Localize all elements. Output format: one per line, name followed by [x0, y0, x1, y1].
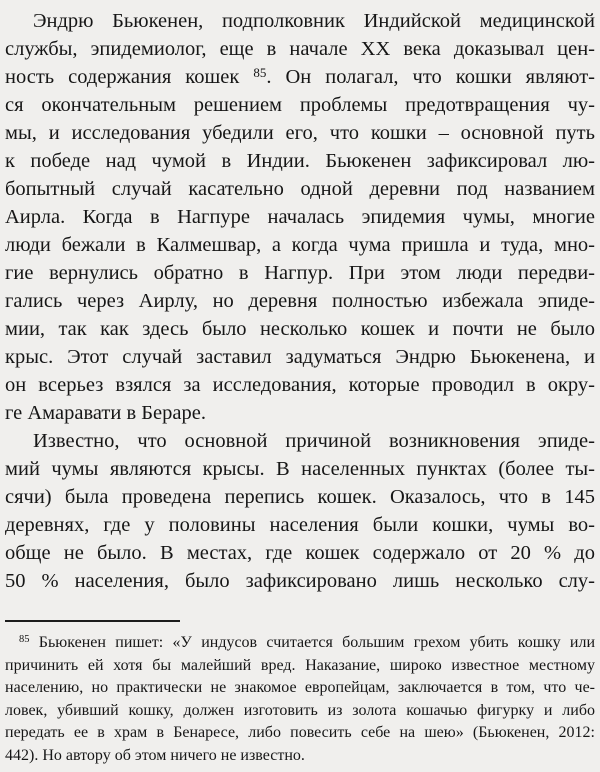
text-line: причинить ей хотя бы малейший вред. Наказание, широко известное местному	[5, 656, 595, 674]
text-line: передать ее в храм в Бенаресе, либо повесить себе на шею» (Бьюкенен, 2012:	[5, 724, 595, 741]
text-line: мий чумы являются крысы. В населенных пунктах (более ты-	[5, 458, 595, 480]
footnote	[5, 632, 595, 767]
paragraph-2	[5, 427, 595, 595]
text-line: бопытный случай касательно одной деревни под названием	[5, 178, 595, 200]
text-line: крыс. Этот случай заставил задуматься Эндрю Бьюкенена, и	[5, 346, 595, 368]
text-line: 50 % населения, было зафиксировано лишь несколько слу-	[5, 570, 595, 592]
text-line: обще не было. В местах, где кошек содержало от 20 % до	[5, 542, 595, 564]
text-line: мии, так как здесь было несколько кошек и почти не было	[5, 318, 595, 340]
text-line: службы, эпидемиолог, еще в начале XX века доказывал цен-	[5, 38, 595, 60]
text-line: к победе над чумой в Индии. Бьюкенен зафиксировал лю-	[5, 150, 595, 172]
text-line: гались через Аирлу, но деревня полностью избежала эпиде-	[5, 290, 595, 312]
text-line: ловек, убивший кошку, должен изготовить из золота кошачью фигурку и либо	[5, 701, 595, 719]
text-line: Аирла. Когда в Нагпуре началась эпидемия чумы, многие	[5, 206, 595, 228]
text-line: ге Амаравати в Бераре.	[5, 402, 206, 424]
text-line: гие вернулись обратно в Нагпур. При этом люди передви-	[5, 262, 595, 284]
text-line: сячи) была проведена перепись кошек. Оказалось, что в 145	[5, 486, 595, 508]
text-line: мы, и исследования убедили его, что кошки – основной путь	[5, 122, 595, 144]
text-line: 442). Но автору об этом ничего не известно.	[5, 746, 305, 764]
footnote-reference: 85	[253, 65, 267, 81]
paragraph-1	[5, 7, 595, 427]
footnote-separator	[5, 620, 180, 622]
text-line: Эндрю Бьюкенен, подполковник Индийской медицинской	[33, 10, 595, 32]
text-line: населению, но практически не знакомое европейцам, заключается в том, что че-	[5, 679, 595, 696]
text-line: $^{85}$ Бьюкенен пишет: «У индусов считается большим грехом убить кошку или	[19, 634, 595, 651]
text-line: ся окончательным решением проблемы предотвращения чу-	[5, 94, 595, 116]
text-line: люди бежали в Калмешвар, а когда чума пришла и туда, мно-	[5, 234, 595, 256]
main-text	[5, 7, 595, 595]
text-line: деревнях, где у половины населения были кошки, чумы во-	[5, 514, 595, 536]
text-line: ность содержания кошек $^{85}$. Он полагал, что кошки являют-	[5, 65, 595, 88]
footnote-reference: 85	[19, 634, 30, 646]
text-line: он всерьез взялся за исследования, которые проводил в окру-	[5, 374, 595, 396]
text-line: Известно, что основной причиной возникновения эпиде-	[33, 430, 595, 452]
